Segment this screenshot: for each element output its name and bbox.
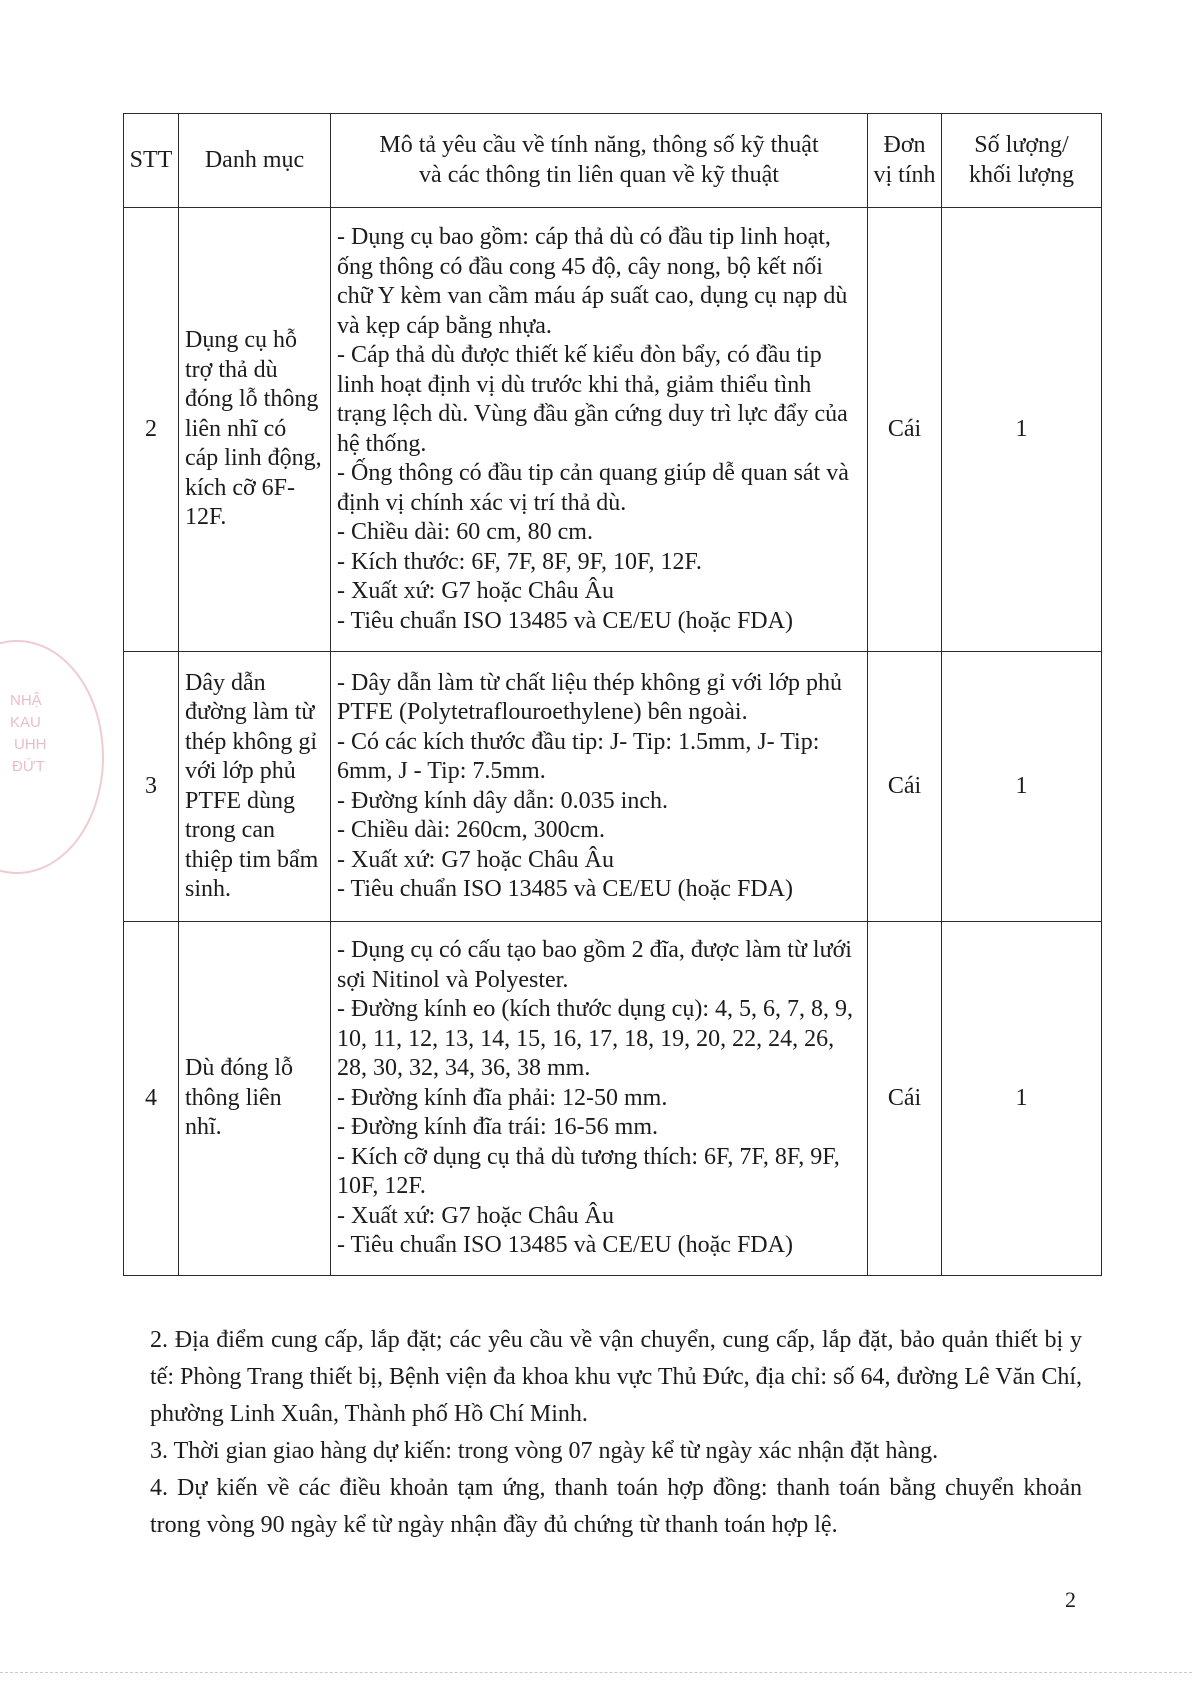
header-quantity: Số lượng/ khối lượng xyxy=(942,114,1102,208)
description-line: - Có các kích thước đầu tip: J- Tip: 1.5mm, J- Tip: 6mm, J - Tip: 7.5mm. xyxy=(337,728,820,784)
description-line: - Cáp thả dù được thiết kế kiểu đòn bẩy, có đầu tip linh hoạt định vị dù trước khi thả, giảm thiểu tình trạng lệch dù. Vùng đầu gần cứng duy trì lực đẩy của hệ thống. xyxy=(337,342,848,457)
description-line: - Dụng cụ có cấu tạo bao gồm 2 đĩa, được làm từ lưới sợi Nitinol và Polyester. xyxy=(337,937,852,993)
description-line: - Tiêu chuẩn ISO 13485 và CE/EU (hoặc FDA) xyxy=(337,1232,793,1259)
stamp-text: KAU xyxy=(10,714,41,731)
description-line: - Xuất xứ: G7 hoặc Châu Âu xyxy=(337,846,614,873)
description-line: - Dụng cụ bao gồm: cáp thả dù có đầu tip linh hoạt, ống thông có đầu cong 45 độ, cây nong, bộ kết nối chữ Y kèm van cầm máu áp suất cao, dụng cụ nạp dù và kẹp cáp bằng nhựa. xyxy=(337,224,848,339)
stamp-text: NHẬ xyxy=(10,692,42,709)
row-description xyxy=(331,652,868,922)
row-category: Dụng cụ hỗ trợ thả dù đóng lỗ thông liên nhĩ có cáp linh động, kích cỡ 6F-12F. xyxy=(179,208,331,652)
description-line: - Chiều dài: 260cm, 300cm. xyxy=(337,817,605,843)
row-unit: Cái xyxy=(868,208,942,652)
header-unit: Đơn vị tính xyxy=(868,114,942,208)
description-line: - Dây dẫn làm từ chất liệu thép không gỉ với lớp phủ PTFE (Polytetraflouroethylene) bên ngoài. xyxy=(337,669,842,725)
row-quantity: 1 xyxy=(942,922,1102,1276)
header-description: Mô tả yêu cầu về tính năng, thông số kỹ thuật và các thông tin liên quan về kỹ thuật xyxy=(331,114,868,208)
description-line: - Đường kính đĩa phải: 12-50 mm. xyxy=(337,1084,668,1111)
note-delivery-location: 2. Địa điểm cung cấp, lắp đặt; các yêu cầu về vận chuyển, cung cấp, lắp đặt, bảo quản thiết bị y tế: Phòng Trang thiết bị, Bệnh viện đa khoa khu vực Thủ Đức, địa chỉ: số 64, đường Lê Văn Chí, phường Linh Xuân, Thành phố Hồ Chí Minh. xyxy=(150,1327,1082,1427)
description-line: - Tiêu chuẩn ISO 13485 và CE/EU (hoặc FDA) xyxy=(337,876,793,902)
description-line: - Đường kính đĩa trái: 16-56 mm. xyxy=(337,1114,658,1141)
row-stt: 3 xyxy=(124,652,179,922)
row-description xyxy=(331,208,868,652)
table-row xyxy=(124,652,1102,922)
table-row xyxy=(124,208,1102,652)
table-header-row xyxy=(124,114,1102,208)
description-line: - Đường kính dây dẫn: 0.035 inch. xyxy=(337,787,668,814)
description-line: - Kích cỡ dụng cụ thả dù tương thích: 6F, 7F, 8F, 9F, 10F, 12F. xyxy=(337,1143,840,1200)
stamp-text: UHH xyxy=(14,736,47,753)
description-line: - Kích thước: 6F, 7F, 8F, 9F, 10F, 12F. xyxy=(337,548,702,575)
scan-edge-divider xyxy=(0,1672,1192,1675)
page-number: 2 xyxy=(1065,1587,1076,1612)
row-quantity: 1 xyxy=(942,652,1102,922)
description-line: - Xuất xứ: G7 hoặc Châu Âu xyxy=(337,578,614,604)
specification-table xyxy=(123,113,1102,1276)
description-line: - Chiều dài: 60 cm, 80 cm. xyxy=(337,519,593,545)
header-stt: STT xyxy=(124,114,179,208)
table-row xyxy=(124,922,1102,1276)
description-line: - Ống thông có đầu tip cản quang giúp dễ quan sát và định vị chính xác vị trí thả dù. xyxy=(337,460,849,516)
description-line: - Đường kính eo (kích thước dụng cụ): 4, 5, 6, 7, 8, 9, 10, 11, 12, 13, 14, 15, 16, 17, 18, 19, 20, 22, 24, 26, 28, 30, 32, 34, 36, 38 mm. xyxy=(337,996,853,1082)
note-payment-terms: 4. Dự kiến về các điều khoản tạm ứng, thanh toán hợp đồng: thanh toán bằng chuyển khoản trong vòng 90 ngày kể từ ngày nhận đầy đủ chứng từ thanh toán hợp lệ. xyxy=(150,1475,1082,1538)
notes-section xyxy=(150,1322,1082,1544)
stamp-text: ĐỨT xyxy=(12,758,45,775)
row-category: Dù đóng lỗ thông liên nhĩ. xyxy=(179,922,331,1276)
note-delivery-time: 3. Thời gian giao hàng dự kiến: trong vòng 07 ngày kể từ ngày xác nhận đặt hàng. xyxy=(150,1438,939,1464)
row-quantity: 1 xyxy=(942,208,1102,652)
description-line: - Xuất xứ: G7 hoặc Châu Âu xyxy=(337,1202,614,1229)
row-unit: Cái xyxy=(868,922,942,1276)
red-stamp-fragment xyxy=(0,640,104,874)
row-stt: 2 xyxy=(124,208,179,652)
row-stt: 4 xyxy=(124,922,179,1276)
header-category: Danh mục xyxy=(179,114,331,208)
row-description xyxy=(331,922,868,1276)
description-line: - Tiêu chuẩn ISO 13485 và CE/EU (hoặc FDA) xyxy=(337,607,793,634)
row-category: Dây dẫn đường làm từ thép không gỉ với lớp phủ PTFE dùng trong can thiệp tim bẩm sinh. xyxy=(179,652,331,922)
row-unit: Cái xyxy=(868,652,942,922)
